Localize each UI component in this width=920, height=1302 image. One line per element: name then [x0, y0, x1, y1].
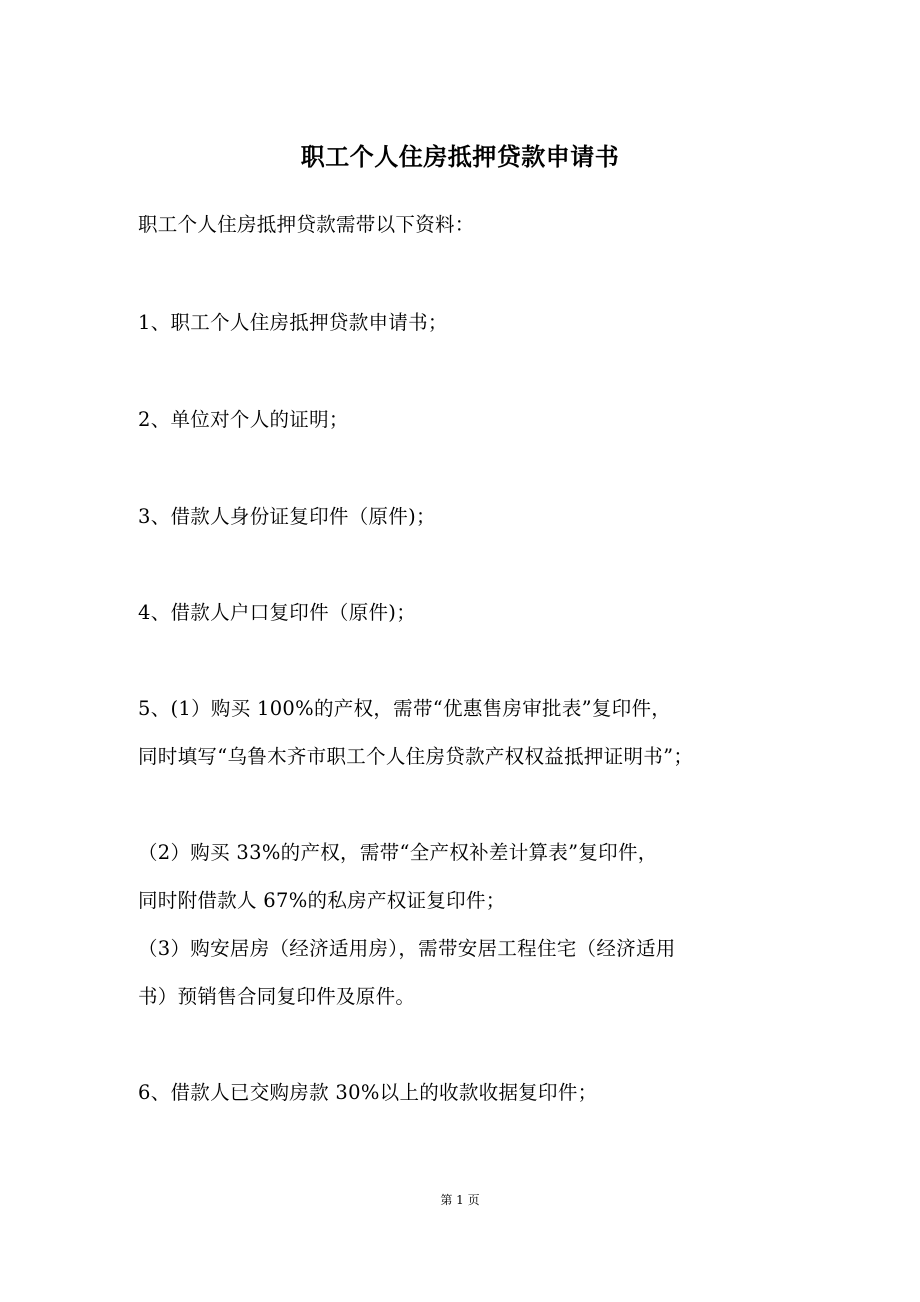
list-item-5-part-2: （2）购买 33%的产权，需带“全产权补差计算表”复印件， — [138, 841, 658, 864]
list-item-5-part-2-cont: 同时附借款人 67%的私房产权证复印件； — [138, 889, 506, 912]
list-item-6: 6、借款人已交购房款 30%以上的收款收据复印件； — [138, 1081, 598, 1104]
document-title: 职工个人住房抵押贷款申请书 — [300, 143, 620, 171]
list-item-5-part-1-cont: 同时填写“乌鲁木齐市职工个人住房贷款产权权益抵押证明书”； — [138, 745, 694, 768]
intro-text: 职工个人住房抵押贷款需带以下资料： — [138, 213, 475, 236]
list-item-3: 3、借款人身份证复印件（原件)； — [138, 505, 436, 528]
page-number: 第 1 页 — [440, 1193, 480, 1207]
list-item-5-part-1: 5、(1）购买 100%的产权，需带“优惠售房审批表”复印件， — [138, 697, 672, 720]
list-item-5-part-3-cont: 书）预销售合同复印件及原件。 — [138, 985, 416, 1008]
list-item-2: 2、单位对个人的证明； — [138, 408, 349, 431]
list-item-5-part-3: （3）购安居房（经济适用房），需带安居工程住宅（经济适用 — [138, 937, 676, 960]
list-item-1: 1、职工个人住房抵押贷款申请书； — [138, 311, 448, 334]
list-item-4: 4、借款人户口复印件（原件)； — [138, 601, 417, 624]
